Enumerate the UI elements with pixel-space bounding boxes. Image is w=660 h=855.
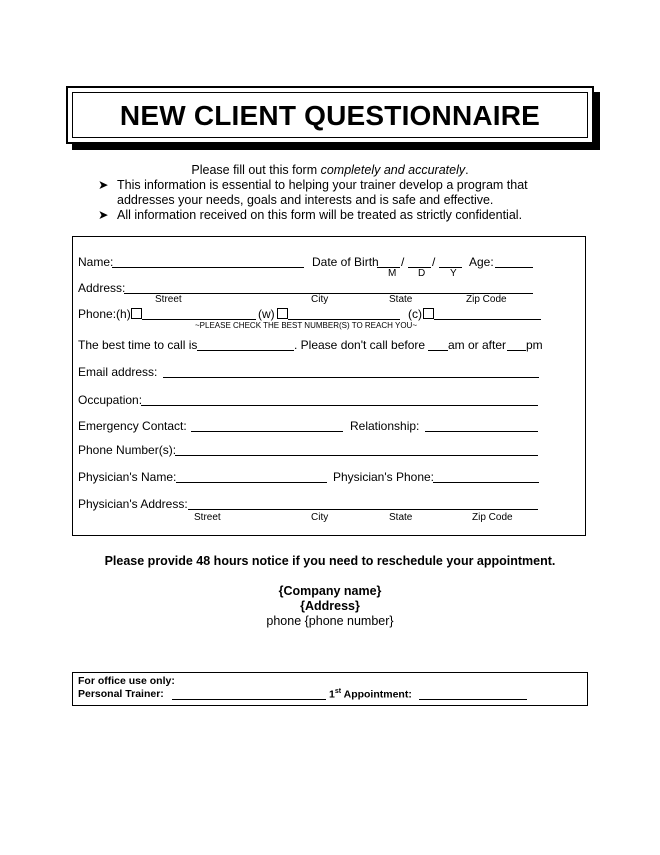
intro-lead-end: . [465,163,469,177]
phone-work-label: (w) [258,307,275,321]
dob-m-caption: M [388,268,397,279]
reschedule-notice: Please provide 48 hours notice if you need to reschedule your appointment. [104,554,556,568]
occupation-label: Occupation: [78,393,143,407]
name-field[interactable] [112,267,304,268]
age-label: Age: [469,255,494,269]
client-info-form [72,236,586,536]
name-label: Name: [78,255,114,269]
relationship-field[interactable] [425,431,538,432]
appointment-label-text: Appointment: [341,688,412,701]
best-time-label: The best time to call is [78,338,198,352]
company-name: {Company name} [278,584,382,598]
dob-separator-2: / [432,255,436,269]
phone-cell-label: (c) [408,307,422,321]
personal-trainer-label: Personal Trainer: [78,688,164,700]
intro-lead [0,163,660,178]
dob-d-caption: D [418,268,426,279]
phone-cell-checkbox[interactable] [423,308,434,319]
physician-phone-field[interactable] [433,482,539,483]
pm-label: pm [526,338,543,352]
physician-state-caption: State [389,512,413,523]
address-state-caption: State [389,294,413,305]
company-address: {Address} [300,599,360,613]
physician-phone-label: Physician's Phone: [333,470,435,484]
email-field[interactable] [163,377,539,378]
phone-work-field[interactable] [288,319,400,320]
address-street-caption: Street [155,294,182,305]
appointment-number: 1 [329,688,335,701]
phone-home-label: Phone:(h) [78,307,131,321]
dob-separator-1: / [401,255,405,269]
intro-lead-text: Please fill out this form [191,163,321,177]
physician-name-field[interactable] [176,482,327,483]
phone-home-checkbox[interactable] [131,308,142,319]
bullet-arrow-icon: ➤ [98,178,109,192]
emergency-contact-label: Emergency Contact: [78,419,187,433]
title-banner [66,86,594,144]
relationship-label: Relationship: [350,419,420,433]
phone-numbers-label: Phone Number(s): [78,443,177,457]
physician-address-label: Physician's Address: [78,497,188,511]
occupation-field[interactable] [141,405,538,406]
email-label: Email address: [78,365,158,379]
bullet-1-line-1: This information is essential to helping your trainer develop a program that [117,178,528,192]
company-phone: phone {phone number} [266,614,394,628]
phone-cell-field[interactable] [434,319,541,320]
bullet-1-line-2: addresses your needs, goals and interests and is safe and effective. [117,193,494,207]
first-appointment-label [329,688,412,701]
phone-numbers-field[interactable] [175,455,538,456]
phone-work-checkbox[interactable] [277,308,288,319]
address-label: Address: [78,281,126,295]
phone-note: ~PLEASE CHECK THE BEST NUMBER(S) TO REACH YOU~ [195,321,417,330]
address-zip-caption: Zip Code [466,294,507,305]
address-city-caption: City [311,294,329,305]
age-field[interactable] [495,267,533,268]
best-time-field[interactable] [197,350,294,351]
first-appointment-field[interactable] [419,699,527,700]
office-use-heading: For office use only: [78,675,175,687]
physician-address-field[interactable] [188,509,538,510]
bullet-arrow-icon: ➤ [98,208,109,222]
phone-home-field[interactable] [142,319,256,320]
dont-call-after-field[interactable] [507,350,526,351]
page-title: NEW CLIENT QUESTIONNAIRE [119,100,541,131]
emergency-contact-field[interactable] [191,431,343,432]
appointment-ordinal: st [334,688,342,695]
dob-y-caption: Y [450,268,457,279]
personal-trainer-field[interactable] [172,699,326,700]
physician-city-caption: City [311,512,329,523]
intro-lead-italic: completely and accurately [320,163,466,177]
dont-call-before-field[interactable] [428,350,448,351]
am-or-after-label: am or after [448,338,507,352]
physician-street-caption: Street [194,512,221,523]
bullet-2-line-1: All information received on this form will be treated as strictly confidential. [117,208,523,222]
dont-call-label: . Please don't call before [294,338,426,352]
physician-zip-caption: Zip Code [472,512,513,523]
dob-label: Date of Birth [312,255,379,269]
physician-name-label: Physician's Name: [78,470,177,484]
